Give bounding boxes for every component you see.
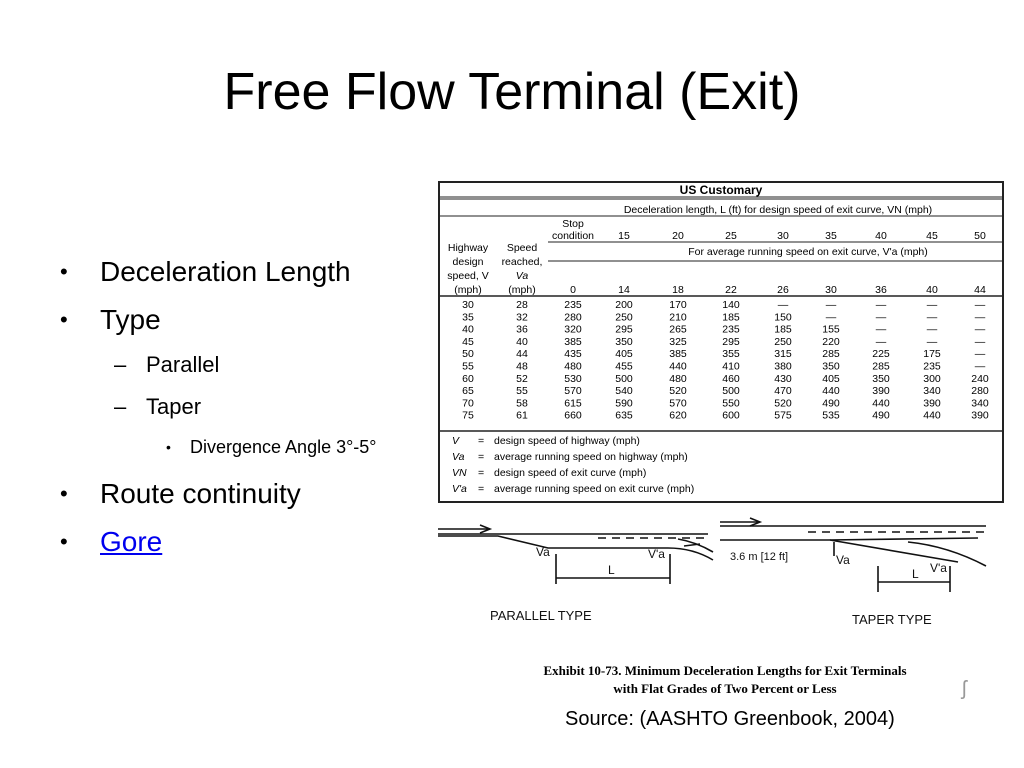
highway-speed-header: speed, V	[447, 270, 489, 282]
parallel-va-prime-label: V'a	[648, 547, 665, 561]
running-speed-value: 22	[725, 284, 737, 296]
running-speed-value: 36	[875, 284, 887, 296]
speed-reached-header: (mph)	[508, 284, 536, 296]
parallel-ramp-edge-inner	[678, 539, 713, 552]
table-cell: 210	[669, 311, 687, 324]
parallel-ramp-edge	[668, 548, 713, 560]
table-cell: 660	[564, 409, 582, 422]
table-cell: 200	[615, 299, 633, 311]
table-cell: —	[974, 299, 986, 311]
legend-definition: design speed of highway (mph)	[494, 435, 640, 447]
table-cell: 440	[669, 360, 687, 373]
sub-bullet-text: Taper	[146, 394, 202, 419]
exit-speed-header: Stop	[562, 218, 584, 230]
running-speed-value: 18	[672, 284, 684, 296]
table-cell: —	[926, 335, 938, 348]
table-cell-va: 44	[516, 348, 528, 361]
bullet-dot-icon: •	[60, 529, 68, 554]
parallel-l-label: L	[608, 563, 615, 577]
table-cell: 300	[923, 372, 941, 385]
speed-reached-header: reached,	[501, 256, 543, 268]
bullet-text: Type	[100, 304, 161, 335]
table-cell: 550	[722, 397, 740, 410]
table-cell: —	[875, 299, 887, 311]
table-cell-v: 70	[462, 397, 474, 410]
table-cell: 385	[669, 348, 687, 361]
taper-edge	[720, 538, 978, 540]
table-cell: 535	[822, 409, 840, 422]
table-graphic	[438, 181, 1004, 503]
table-cell: 325	[669, 335, 687, 348]
taper-va-label: Va	[836, 553, 850, 567]
sub-sub-bullet-text: Divergence Angle 3°-5°	[190, 437, 377, 457]
slide-title: Free Flow Terminal (Exit)	[223, 63, 801, 121]
table-cell: 240	[971, 372, 989, 385]
legend-equals: =	[478, 435, 485, 447]
table-cell: —	[974, 311, 986, 324]
table-cell: 170	[669, 299, 687, 311]
table-cell: 280	[564, 311, 582, 324]
bullet-deceleration-length	[60, 248, 440, 296]
table-cell: 380	[774, 360, 792, 373]
table-cell: 235	[923, 360, 941, 373]
table-cell: 570	[564, 385, 582, 398]
table-cell: 530	[564, 372, 582, 385]
taper-ramp-edge-outer	[908, 542, 986, 566]
table-cell: 600	[722, 409, 740, 422]
table-subheader: Deceleration length, L (ft) for design speed of exit curve, VN (mph)	[623, 204, 933, 216]
highway-speed-header: Highway	[447, 242, 489, 254]
legend-symbol: V'a	[452, 483, 467, 495]
diagram-graphic	[438, 512, 998, 642]
table-cell: 490	[872, 409, 890, 422]
table-cell: 440	[822, 385, 840, 398]
table-cell: 220	[822, 335, 840, 348]
legend-definition: average running speed on highway (mph)	[494, 451, 688, 463]
sub-sub-bullet-divergence-angle	[60, 428, 440, 466]
table-cell-va: 52	[516, 372, 528, 385]
table-cell: —	[825, 299, 837, 311]
bullet-text: Route continuity	[100, 478, 301, 509]
table-cell: 435	[564, 348, 582, 361]
table-cell-v: 40	[462, 323, 474, 336]
table-cell: 540	[615, 385, 633, 398]
bullet-dot-icon: •	[60, 259, 68, 284]
running-speed-value: 0	[570, 284, 576, 296]
caption-line-1: Exhibit 10-73. Minimum Deceleration Lengths for Exit Terminals	[543, 663, 907, 678]
table-cell-v: 30	[462, 299, 474, 311]
exit-speed-header: 35	[825, 230, 837, 242]
taper-l-label: L	[912, 567, 919, 581]
table-cell-v: 45	[462, 335, 474, 348]
table-cell-va: 28	[516, 299, 528, 311]
legend-symbol: V	[452, 435, 460, 447]
table-cell: 405	[615, 348, 633, 361]
table-cell: 385	[564, 335, 582, 348]
table-cell: 355	[722, 348, 740, 361]
table-cell: —	[926, 299, 938, 311]
table-cell: 490	[822, 397, 840, 410]
table-cell: 440	[923, 409, 941, 422]
table-cell: 250	[615, 311, 633, 324]
table-cell: 350	[615, 335, 633, 348]
legend-symbol: VN	[452, 467, 467, 479]
table-cell: 175	[923, 348, 941, 361]
sub-bullet-parallel	[60, 344, 440, 386]
table-cell: —	[926, 311, 938, 324]
table-title: US Customary	[679, 183, 763, 197]
gore-link[interactable]: Gore	[100, 526, 163, 557]
table-cell-va: 48	[516, 360, 528, 373]
table-cell: 285	[872, 360, 890, 373]
parallel-va-label: Va	[536, 545, 550, 559]
source-citation: Source: (AASHTO Greenbook, 2004)	[565, 708, 895, 730]
exit-speed-header: 40	[875, 230, 887, 242]
table-cell: 570	[669, 397, 687, 410]
bullet-text: Deceleration Length	[100, 256, 351, 287]
table-cell-v: 35	[462, 311, 474, 324]
table-cell: 635	[615, 409, 633, 422]
table-cell: 520	[669, 385, 687, 398]
legend-equals: =	[478, 467, 485, 479]
exit-speed-header: 25	[725, 230, 737, 242]
bullet-dot-icon: •	[166, 439, 171, 455]
highway-speed-header: design	[452, 256, 484, 268]
table-cell: 150	[774, 311, 792, 324]
bullet-gore	[60, 518, 440, 566]
exit-speed-header: 20	[672, 230, 684, 242]
table-cell: —	[926, 323, 938, 336]
speed-reached-header: Va	[515, 270, 529, 282]
table-cell: 295	[615, 323, 633, 336]
table-cell: 340	[971, 397, 989, 410]
table-cell: —	[875, 311, 887, 324]
bullet-dot-icon: •	[60, 307, 68, 332]
bullet-dot-icon: •	[60, 481, 68, 506]
table-cell: 350	[872, 372, 890, 385]
running-speed-value: 40	[926, 284, 938, 296]
table-cell: 320	[564, 323, 582, 336]
table-cell: 430	[774, 372, 792, 385]
exit-speed-header: 15	[618, 230, 630, 242]
exhibit-caption	[505, 662, 945, 698]
dash-icon: –	[114, 352, 127, 377]
table-cell-v: 65	[462, 385, 474, 398]
running-speed-value: 14	[618, 284, 630, 296]
table-cell: 590	[615, 397, 633, 410]
table-cell: 480	[669, 372, 687, 385]
legend-symbol: Va	[452, 451, 465, 463]
table-cell-v: 75	[462, 409, 474, 422]
exit-speed-header: 50	[974, 230, 986, 242]
table-cell: 140	[722, 299, 740, 311]
bullet-type	[60, 296, 440, 344]
table-cell: —	[974, 323, 986, 336]
legend-equals: =	[478, 483, 485, 495]
table-cell-va: 58	[516, 397, 528, 410]
dash-icon: –	[114, 394, 127, 419]
table-cell: 405	[822, 372, 840, 385]
table-cell: 520	[774, 397, 792, 410]
table-cell-v: 55	[462, 360, 474, 373]
table-cell: 350	[822, 360, 840, 373]
table-cell: 615	[564, 397, 582, 410]
running-speed-label: For average running speed on exit curve, V'a (mph)	[688, 246, 928, 258]
table-cell: 575	[774, 409, 792, 422]
bullet-route-continuity	[60, 470, 440, 518]
bullet-list	[60, 248, 440, 566]
table-cell: 620	[669, 409, 687, 422]
exit-speed-header: condition	[551, 230, 595, 242]
caption-line-2: with Flat Grades of Two Percent or Less	[613, 681, 837, 696]
sub-bullet-taper	[60, 386, 440, 428]
exit-speed-header: 30	[777, 230, 789, 242]
taper-offset-label: 3.6 m [12 ft]	[730, 551, 789, 563]
exit-terminal-diagram	[438, 512, 998, 642]
table-cell: —	[875, 323, 887, 336]
table-cell-va: 61	[516, 409, 528, 422]
legend-definition: average running speed on exit curve (mph)	[494, 483, 695, 495]
table-cell-v: 60	[462, 372, 474, 385]
table-cell: 455	[615, 360, 633, 373]
speed-reached-header: Speed	[506, 242, 538, 254]
table-cell: 285	[822, 348, 840, 361]
table-cell: 250	[774, 335, 792, 348]
parallel-type-label: PARALLEL TYPE	[490, 608, 592, 623]
legend-equals: =	[478, 451, 485, 463]
highway-speed-header: (mph)	[454, 284, 482, 296]
table-cell: 410	[722, 360, 740, 373]
table-cell: 280	[971, 385, 989, 398]
table-cell: —	[825, 311, 837, 324]
parallel-ramp-arrow	[684, 544, 700, 546]
taper-type-label: TAPER TYPE	[852, 612, 932, 627]
table-cell: 500	[615, 372, 633, 385]
table-cell-va: 32	[516, 311, 528, 324]
table-cell: 155	[822, 323, 840, 336]
table-cell: 235	[564, 299, 582, 311]
table-cell: 390	[923, 397, 941, 410]
sub-bullet-text: Parallel	[146, 352, 220, 377]
table-cell: —	[974, 348, 986, 361]
deceleration-length-table	[438, 181, 1004, 503]
table-cell: 315	[774, 348, 792, 361]
table-cell: 340	[923, 385, 941, 398]
table-cell: —	[875, 335, 887, 348]
running-speed-value: 26	[777, 284, 789, 296]
running-speed-value: 44	[974, 284, 986, 296]
table-cell: 460	[722, 372, 740, 385]
corner-mark-icon: ʃ	[962, 678, 967, 700]
running-speed-value: 30	[825, 284, 837, 296]
table-cell: 295	[722, 335, 740, 348]
table-cell: 500	[722, 385, 740, 398]
table-cell: 440	[872, 397, 890, 410]
table-cell: 390	[971, 409, 989, 422]
taper-va-prime-label: V'a	[930, 561, 947, 575]
table-cell-va: 36	[516, 323, 528, 336]
table-cell: 480	[564, 360, 582, 373]
table-cell: —	[974, 335, 986, 348]
table-cell-va: 55	[516, 385, 528, 398]
table-cell: 185	[774, 323, 792, 336]
exit-speed-header: 45	[926, 230, 938, 242]
table-cell: 390	[872, 385, 890, 398]
table-cell: 235	[722, 323, 740, 336]
table-cell: 265	[669, 323, 687, 336]
table-cell: 225	[872, 348, 890, 361]
table-cell: 185	[722, 311, 740, 324]
table-cell-va: 40	[516, 335, 528, 348]
table-cell: 470	[774, 385, 792, 398]
table-cell: —	[974, 360, 986, 373]
legend-definition: design speed of exit curve (mph)	[494, 467, 647, 479]
table-cell-v: 50	[462, 348, 474, 361]
table-cell: —	[777, 299, 789, 311]
